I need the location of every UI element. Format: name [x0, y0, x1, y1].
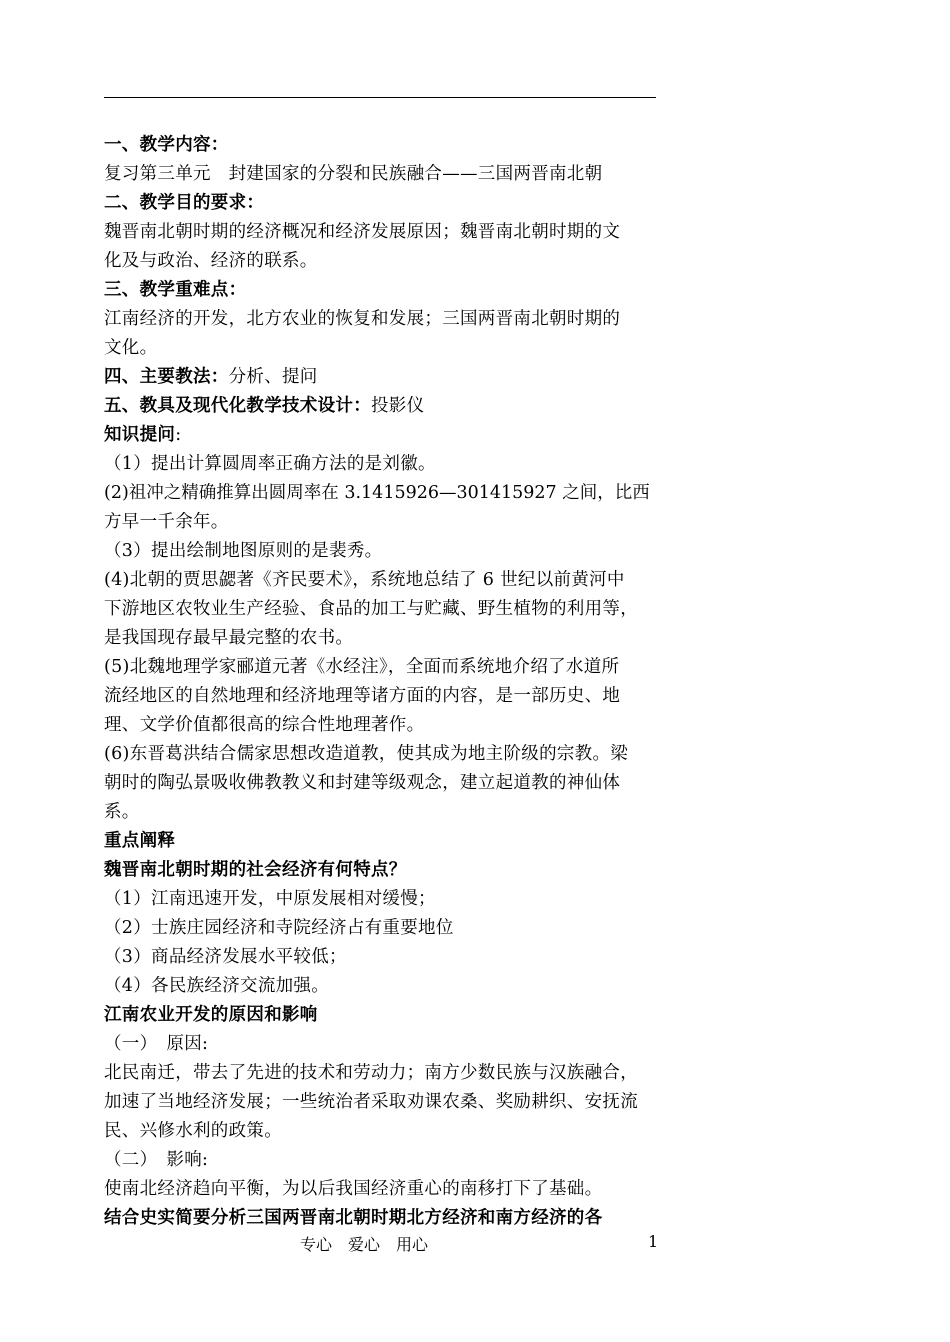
section-heading-content: 一、教学内容：: [104, 135, 229, 155]
document-body: [104, 131, 656, 1233]
methods-line: [104, 363, 656, 392]
q1-item-3: （3）商品经济发展水平较低；: [104, 947, 347, 967]
footer-motto: 专心 爱心 用心: [300, 1235, 429, 1254]
section-heading-methods: 四、主要教法：: [104, 367, 229, 387]
section-heading-difficulty: 三、教学重难点：: [104, 280, 247, 300]
knowledge-item-3-line-1: （3）提出绘制地图原则的是裴秀。: [104, 541, 383, 561]
q1-item-1: （1）江南迅速开发，中原发展相对缓慢；: [104, 889, 436, 909]
content-text: 复习第三单元 封建国家的分裂和民族融合——三国两晋南北朝: [104, 164, 603, 184]
page-number: 1: [648, 1232, 659, 1251]
tools-text: 投影仪: [371, 396, 425, 416]
difficulty-text-line-2: 文化。: [104, 338, 158, 358]
cause-label: （一） 原因:: [104, 1034, 209, 1054]
header-rule: [104, 97, 656, 98]
difficulty-text-line-1: 江南经济的开发，北方农业的恢复和发展；三国两晋南北朝时期的: [104, 309, 621, 329]
q1-item-2: （2）士族庄园经济和寺院经济占有重要地位: [104, 918, 454, 938]
knowledge-item-2-line-1: (2)祖冲之精确推算出圆周率在 3.1415926—301415927 之间，比西: [104, 483, 650, 503]
knowledge-item-6-line-1: (6)东晋葛洪结合儒家思想改造道教，使其成为地主阶级的宗教。梁: [104, 744, 629, 764]
focus-question-1: 魏晋南北朝时期的社会经济有何特点？: [104, 860, 407, 880]
knowledge-item-5-line-1: (5)北魏地理学家郦道元著《水经注》，全面而系统地介绍了水道所: [104, 657, 620, 677]
section-heading-goals: 二、教学目的要求：: [104, 193, 265, 213]
knowledge-item-6-line-2: 朝时的陶弘景吸收佛教教义和封建等级观念，建立起道教的神仙体: [104, 773, 621, 793]
knowledge-list: [104, 450, 656, 827]
knowledge-item-4-line-3: 是我国现存最早最完整的农书。: [104, 628, 354, 648]
focus-question-2: 江南农业开发的原因和影响: [104, 1005, 318, 1025]
effect-text: 使南北经济趋向平衡，为以后我国经济重心的南移打下了基础。: [104, 1179, 603, 1199]
knowledge-item-1-line-1: （1）提出计算圆周率正确方法的是刘徽。: [104, 454, 436, 474]
cause-line-1: 北民南迁，带去了先进的技术和劳动力；南方少数民族与汉族融合，: [104, 1063, 638, 1083]
goals-text-line-1: 魏晋南北朝时期的经济概况和经济发展原因；魏晋南北朝时期的文: [104, 222, 621, 242]
focus-heading: 重点阐释: [104, 831, 176, 851]
knowledge-heading-line: [104, 421, 656, 450]
knowledge-item-2-line-2: 方早一千余年。: [104, 512, 229, 532]
focus-question-3: 结合史实简要分析三国两晋南北朝时期北方经济和南方经济的各: [104, 1208, 603, 1228]
tools-line: [104, 392, 656, 421]
section-heading-tools: 五、教具及现代化教学技术设计：: [104, 396, 371, 416]
knowledge-item-4-line-1: (4)北朝的贾思勰著《齐民要术》，系统地总结了 6 世纪以前黄河中: [104, 570, 625, 590]
cause-line-3: 民、兴修水利的政策。: [104, 1121, 282, 1141]
effect-label: （二） 影响:: [104, 1150, 209, 1170]
methods-text: 分析、提问: [228, 367, 318, 387]
knowledge-item-6-line-3: 系。: [104, 802, 140, 822]
cause-line-2: 加速了当地经济发展；一些统治者采取劝课农桑、奖励耕织、安抚流: [104, 1092, 638, 1112]
knowledge-item-4-line-2: 下游地区农牧业生产经验、食品的加工与贮藏、野生植物的利用等，: [104, 599, 638, 619]
knowledge-item-5-line-2: 流经地区的自然地理和经济地理等诸方面的内容，是一部历史、地: [104, 686, 621, 706]
knowledge-item-5-line-3: 理、文学价值都很高的综合性地理著作。: [104, 715, 425, 735]
knowledge-colon: :: [175, 425, 182, 445]
knowledge-heading: 知识提问: [104, 425, 176, 445]
q1-item-4: （4）各民族经济交流加强。: [104, 976, 330, 996]
goals-text-line-2: 化及与政治、经济的联系。: [104, 251, 318, 271]
